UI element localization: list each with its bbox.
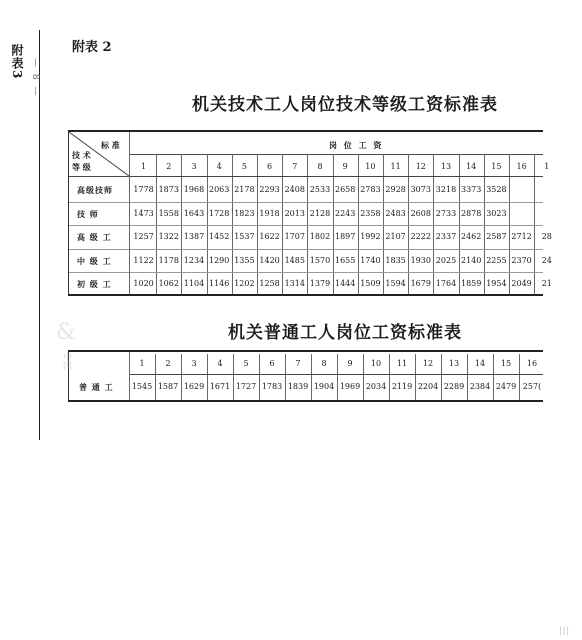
header-bottom-line — [69, 176, 543, 177]
column-header: 11 — [390, 162, 401, 171]
column-divider — [408, 154, 409, 294]
column-header: 15 — [500, 359, 512, 368]
table-cell: 2370 — [511, 255, 532, 265]
table-cell: 1594 — [385, 279, 406, 288]
column-header: 9 — [342, 162, 348, 171]
column-divider — [459, 154, 460, 294]
row-label: 普 通 工 — [79, 382, 114, 392]
side-page-number: — 8 — — [30, 58, 40, 98]
table-cell: 1234 — [183, 255, 205, 265]
column-header: 4 — [217, 359, 223, 368]
ghost-ampersand-mark: & — [56, 320, 76, 345]
column-header: 5 — [243, 359, 249, 368]
column-header: 2 — [165, 359, 171, 368]
header-divider — [129, 154, 543, 155]
table-cell: 257( — [522, 382, 542, 391]
table-cell: 1290 — [209, 255, 230, 265]
column-divider — [207, 154, 208, 294]
column-divider — [257, 154, 258, 294]
table-cell: 1778 — [133, 185, 154, 194]
column-header: 11 — [396, 359, 408, 368]
table-cell: 1629 — [183, 382, 205, 391]
table-cell: 2049 — [511, 279, 532, 288]
column-divider — [358, 154, 359, 294]
row-divider — [69, 272, 543, 273]
column-divider — [181, 154, 182, 294]
technical-worker-wage-table — [68, 130, 552, 296]
table-cell: 1764 — [435, 279, 457, 288]
table-cell: 2384 — [469, 382, 491, 391]
table-cell: 1509 — [360, 279, 381, 288]
table-cell: 2533 — [309, 185, 331, 194]
table-cell: 1728 — [209, 208, 230, 218]
table-cell: 2587 — [486, 232, 507, 241]
table-cell: 1671 — [209, 382, 231, 391]
column-divider — [389, 354, 390, 400]
table-cell: 2255 — [486, 255, 507, 265]
table-cell: 2243 — [335, 208, 356, 218]
column-divider — [441, 354, 442, 400]
column-divider — [467, 354, 468, 400]
table-cell: 2013 — [284, 208, 305, 218]
column-header: 2 — [166, 162, 172, 171]
table-cell: 2293 — [259, 185, 280, 194]
table-cell: 2408 — [284, 185, 305, 194]
table-cell: 1643 — [183, 208, 205, 218]
table-cell: 2358 — [360, 208, 381, 218]
table-cell: 1444 — [335, 279, 356, 288]
table-cell: 1954 — [486, 279, 507, 288]
table-cell: 2783 — [360, 185, 381, 194]
column-divider — [232, 154, 233, 294]
table-cell: 1452 — [209, 232, 230, 241]
table-cell: 1146 — [209, 279, 230, 288]
column-header: 16 — [516, 162, 527, 171]
table1-title: 机关技术工人岗位技术等级工资标准表 — [192, 95, 498, 115]
table-cell: 1104 — [183, 279, 205, 288]
column-divider — [285, 354, 286, 400]
table-cell: 1485 — [284, 255, 305, 265]
column-header: 6 — [269, 359, 275, 368]
column-divider — [493, 354, 494, 400]
table-cell: 1570 — [309, 255, 331, 265]
table-cell: 3528 — [486, 185, 507, 194]
table-cell: 1355 — [234, 255, 255, 265]
column-divider — [333, 154, 334, 294]
appendix-label: 附表 2 — [72, 40, 112, 55]
side-appendix-label: 附表3 — [10, 44, 24, 80]
column-header: 3 — [191, 359, 197, 368]
column-divider — [337, 354, 338, 400]
table-cell: 2222 — [410, 232, 431, 241]
table-cell: 1558 — [158, 208, 179, 218]
table-cell: 1897 — [335, 232, 356, 241]
table-cell: 1020 — [133, 279, 154, 288]
header-grade-b: 等 级 — [72, 162, 91, 172]
table-cell: 1740 — [360, 255, 381, 265]
table-cell: 2025 — [435, 255, 457, 265]
table-cell: 1802 — [309, 232, 331, 241]
column-header: 13 — [448, 359, 460, 368]
column-header: 12 — [415, 162, 426, 171]
column-divider — [363, 354, 364, 400]
table-cell: 1122 — [133, 255, 154, 265]
column-header: 14 — [466, 162, 477, 171]
column-header: 3 — [191, 162, 197, 171]
column-header: 6 — [267, 162, 273, 171]
column-divider — [509, 154, 510, 294]
corner-marks: ||| — [559, 626, 571, 635]
table-cell: 1835 — [385, 255, 406, 265]
table-cell: 1707 — [284, 232, 305, 241]
column-divider — [259, 354, 260, 400]
table-cell: 2140 — [461, 255, 482, 265]
header-grade-a: 技 术 — [72, 150, 91, 160]
ghost-vertical-mark: 中国 — [61, 352, 71, 370]
table-cell: 1783 — [261, 382, 283, 391]
column-divider — [383, 154, 384, 294]
column-header: 7 — [295, 359, 301, 368]
table-cell: 1545 — [131, 382, 153, 391]
column-header: 10 — [370, 359, 382, 368]
table-cell: 3373 — [461, 185, 482, 194]
label-column-divider — [129, 352, 130, 400]
table-cell: 2119 — [391, 382, 413, 391]
table-cell: 1258 — [259, 279, 280, 288]
row-label: 技 师 — [77, 208, 99, 219]
table-cell: 2178 — [234, 185, 255, 194]
table2-header-line — [129, 374, 543, 375]
table-cell: 1473 — [133, 208, 154, 218]
table-cell: 1062 — [158, 279, 179, 288]
column-header: 12 — [422, 359, 434, 368]
table-cell: 1727 — [235, 382, 257, 391]
table-cell: 1859 — [461, 279, 482, 288]
table-cell: 1420 — [259, 255, 280, 265]
table-cell: 2107 — [385, 232, 406, 241]
general-worker-wage-table — [68, 350, 543, 402]
table-cell: 1823 — [234, 208, 255, 218]
table-cell: 2928 — [385, 185, 406, 194]
table-cell: 2658 — [335, 185, 356, 194]
table-cell: 2289 — [443, 382, 465, 391]
column-header: 8 — [317, 162, 323, 171]
column-divider — [155, 354, 156, 400]
column-divider — [307, 154, 308, 294]
table-cell: 1379 — [309, 279, 331, 288]
table-cell: 1839 — [287, 382, 309, 391]
column-header: 10 — [365, 162, 376, 171]
table-cell: 3218 — [435, 185, 457, 194]
table-cell: 28 — [541, 232, 552, 241]
table-cell: 1322 — [158, 232, 179, 241]
table-cell: 2878 — [461, 208, 482, 218]
table2-title: 机关普通工人岗位工资标准表 — [228, 323, 462, 343]
column-header: 1 — [544, 162, 550, 171]
table-cell: 1873 — [158, 185, 179, 194]
column-divider — [415, 354, 416, 400]
table-cell: 2608 — [410, 208, 431, 218]
table-cell: 1679 — [410, 279, 431, 288]
table-cell: 2034 — [365, 382, 387, 391]
column-header: 9 — [347, 359, 353, 368]
table-cell: 1202 — [234, 279, 255, 288]
table-cell: 1622 — [259, 232, 280, 241]
column-header: 4 — [216, 162, 222, 171]
table-cell: 1537 — [234, 232, 255, 241]
column-header: 15 — [491, 162, 502, 171]
column-header: 1 — [139, 359, 145, 368]
row-label: 高级技师 — [77, 185, 113, 195]
column-header: 16 — [526, 359, 538, 368]
row-divider — [69, 225, 543, 226]
column-header: 5 — [241, 162, 247, 171]
table-cell: 2712 — [511, 232, 532, 241]
row-label: 高 级 工 — [77, 232, 112, 242]
table-cell: 1587 — [157, 382, 179, 391]
table-cell: 1178 — [158, 255, 179, 265]
column-header: 13 — [440, 162, 452, 171]
table-cell: 2204 — [417, 382, 439, 391]
table-cell: 2483 — [385, 208, 406, 218]
header-post-wage: 岗 位 工 资 — [329, 140, 384, 150]
table-cell: 1918 — [259, 208, 280, 218]
table-cell: 1969 — [339, 382, 361, 391]
column-header: 8 — [321, 359, 327, 368]
column-header: 7 — [292, 162, 298, 171]
column-divider — [207, 354, 208, 400]
table-cell: 1904 — [313, 382, 335, 391]
row-divider — [69, 249, 543, 250]
table-cell: 2479 — [495, 382, 517, 391]
column-divider — [156, 154, 157, 294]
table-cell: 2462 — [461, 232, 482, 241]
column-divider — [519, 354, 520, 400]
table-cell: 3023 — [486, 208, 507, 218]
column-divider — [433, 154, 434, 294]
table-cell: 24 — [541, 255, 552, 265]
row-divider — [69, 202, 543, 203]
column-header: 1 — [141, 162, 147, 171]
column-divider — [484, 154, 485, 294]
column-divider — [181, 354, 182, 400]
table-cell: 2128 — [309, 208, 331, 218]
column-divider — [233, 354, 234, 400]
label-column-divider — [129, 132, 130, 294]
table-cell: 2063 — [209, 185, 230, 194]
table-cell: 1655 — [335, 255, 356, 265]
table-cell: 2733 — [435, 208, 457, 218]
table-cell: 1968 — [183, 185, 205, 194]
column-divider — [282, 154, 283, 294]
column-divider — [534, 154, 535, 294]
table-cell: 2337 — [435, 232, 457, 241]
column-header: 14 — [474, 359, 486, 368]
row-label: 中 级 工 — [77, 255, 112, 266]
table-cell: 1930 — [410, 255, 431, 265]
table-cell: 1992 — [360, 232, 381, 241]
header-standard: 标 准 — [101, 140, 120, 150]
table-cell: 3073 — [410, 185, 431, 194]
table-cell: 21 — [541, 279, 552, 288]
column-divider — [311, 354, 312, 400]
table-cell: 1314 — [284, 279, 305, 288]
table-cell: 1257 — [133, 232, 154, 241]
row-label: 初 级 工 — [77, 279, 112, 289]
table-cell: 1387 — [183, 232, 205, 241]
